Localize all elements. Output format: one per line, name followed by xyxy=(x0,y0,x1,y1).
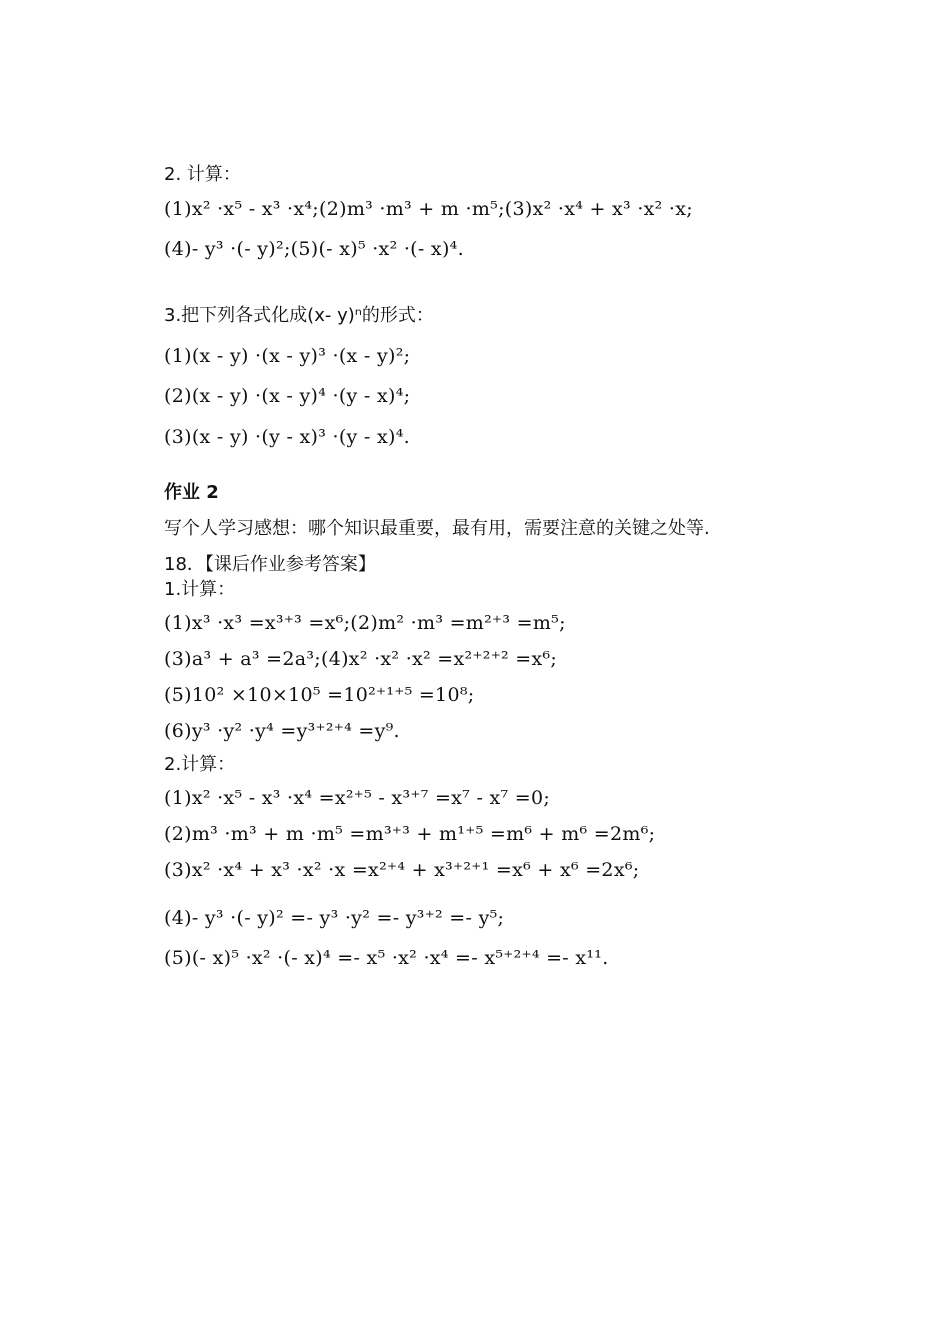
answers-part2-line-4: (4)- y³ ·(- y)² =- y³ ·y² =- y³⁺² =- y⁵; xyxy=(164,907,505,929)
section3-line-1: (1)(x - y) ·(x - y)³ ·(x - y)²; xyxy=(164,345,411,367)
answers-part1-line-3: (5)10² ×10×10⁵ =10²⁺¹⁺⁵ =10⁸; xyxy=(164,684,475,706)
homework2-title: 作业 2 xyxy=(164,482,219,503)
section2-heading: 2. 计算： xyxy=(164,164,241,185)
answers-part2-line-2: (2)m³ ·m³ + m ·m⁵ =m³⁺³ + m¹⁺⁵ =m⁶ + m⁶ =2m⁶; xyxy=(164,823,656,845)
homework2-text: 写个人学习感想：哪个知识最重要，最有用，需要注意的关键之处等. xyxy=(164,518,710,539)
section2-line-2: (4)- y³ ·(- y)²;(5)(- x)⁵ ·x² ·(- x)⁴. xyxy=(164,238,464,260)
answers-title: 18．【课后作业参考答案】 xyxy=(164,554,376,575)
answers-part1-line-2: (3)a³ + a³ =2a³;(4)x² ·x² ·x² =x²⁺²⁺² =x⁶; xyxy=(164,648,558,670)
answers-part2-line-3: (3)x² ·x⁴ + x³ ·x² ·x =x²⁺⁴ + x³⁺²⁺¹ =x⁶ + x⁶ =2x⁶; xyxy=(164,859,640,881)
answers-part1-line-4: (6)y³ ·y² ·y⁴ =y³⁺²⁺⁴ =y⁹. xyxy=(164,720,400,742)
section3-line-2: (2)(x - y) ·(x - y)⁴ ·(y - x)⁴; xyxy=(164,385,411,407)
answers-part1-heading: 1.计算： xyxy=(164,579,236,600)
section3-line-3: (3)(x - y) ·(y - x)³ ·(y - x)⁴. xyxy=(164,426,410,448)
answers-part1-line-1: (1)x³ ·x³ =x³⁺³ =x⁶;(2)m² ·m³ =m²⁺³ =m⁵; xyxy=(164,612,566,634)
answers-part2-line-5: (5)(- x)⁵ ·x² ·(- x)⁴ =- x⁵ ·x² ·x⁴ =- x⁵⁺²⁺⁴ =- x¹¹. xyxy=(164,947,609,969)
section2-line-1: (1)x² ·x⁵ - x³ ·x⁴;(2)m³ ·m³ + m ·m⁵;(3)x² ·x⁴ + x³ ·x² ·x; xyxy=(164,198,693,220)
answers-part2-line-1: (1)x² ·x⁵ - x³ ·x⁴ =x²⁺⁵ - x³⁺⁷ =x⁷ - x⁷ =0; xyxy=(164,787,551,809)
answers-part2-heading: 2.计算： xyxy=(164,754,236,775)
section3-heading: 3.把下列各式化成(x- y)ⁿ的形式： xyxy=(164,305,434,326)
